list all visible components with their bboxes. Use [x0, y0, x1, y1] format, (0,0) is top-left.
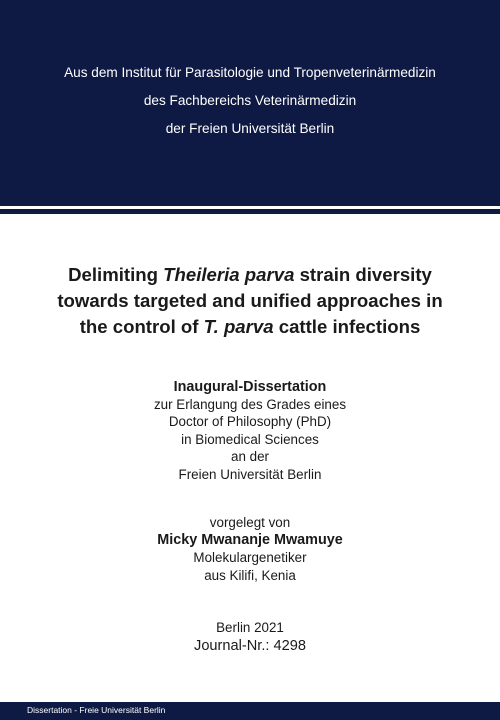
title-line-3: [20, 314, 480, 340]
title-text: Delimiting: [68, 264, 164, 285]
field-line: in Biomedical Sciences: [181, 431, 319, 447]
journal-number: Journal-Nr.: 4298: [194, 638, 306, 655]
title-text: strain diversity: [294, 264, 432, 285]
degree-line: Doctor of Philosophy (PhD): [168, 414, 332, 430]
university-line: der Freien Universität Berlin: [165, 121, 335, 136]
institute-line: Aus dem Institut für Parasitologie und Tropenveterinärmedizin: [64, 65, 436, 80]
place-year: Berlin 2021: [216, 620, 284, 635]
author-origin: aus Kilifi, Kenia: [204, 567, 296, 583]
title-italic-species: Theileria parva: [163, 264, 295, 285]
dissertation-title: [20, 262, 480, 340]
header-stripe: [0, 209, 500, 214]
author-profession: Molekulargenetiker: [193, 550, 307, 566]
university-name-line: Freien Universität Berlin: [178, 466, 322, 482]
author-intro: vorgelegt von: [209, 515, 291, 530]
footer-text: Dissertation - Freie Universität Berlin: [27, 705, 166, 715]
an-der-line: an der: [231, 449, 269, 465]
footer-bar: [0, 702, 500, 720]
dissertation-heading: Inaugural-Dissertation: [173, 379, 327, 395]
title-text: cattle infections: [273, 316, 421, 337]
author-name: Micky Mwananje Mwamuye: [157, 532, 343, 549]
title-text: the control of: [79, 316, 204, 337]
dissertation-line: zur Erlangung des Grades eines: [153, 397, 347, 412]
header-band: [0, 0, 500, 206]
publication-block: [0, 619, 500, 656]
author-block: [0, 514, 500, 584]
title-italic-abbrev: T. parva: [203, 316, 274, 337]
title-line-2: towards targeted and unified approaches in: [57, 290, 443, 311]
dissertation-block: [0, 378, 500, 483]
title-line-1: [20, 262, 480, 288]
department-line: des Fachbereichs Veterinärmedizin: [143, 93, 357, 108]
